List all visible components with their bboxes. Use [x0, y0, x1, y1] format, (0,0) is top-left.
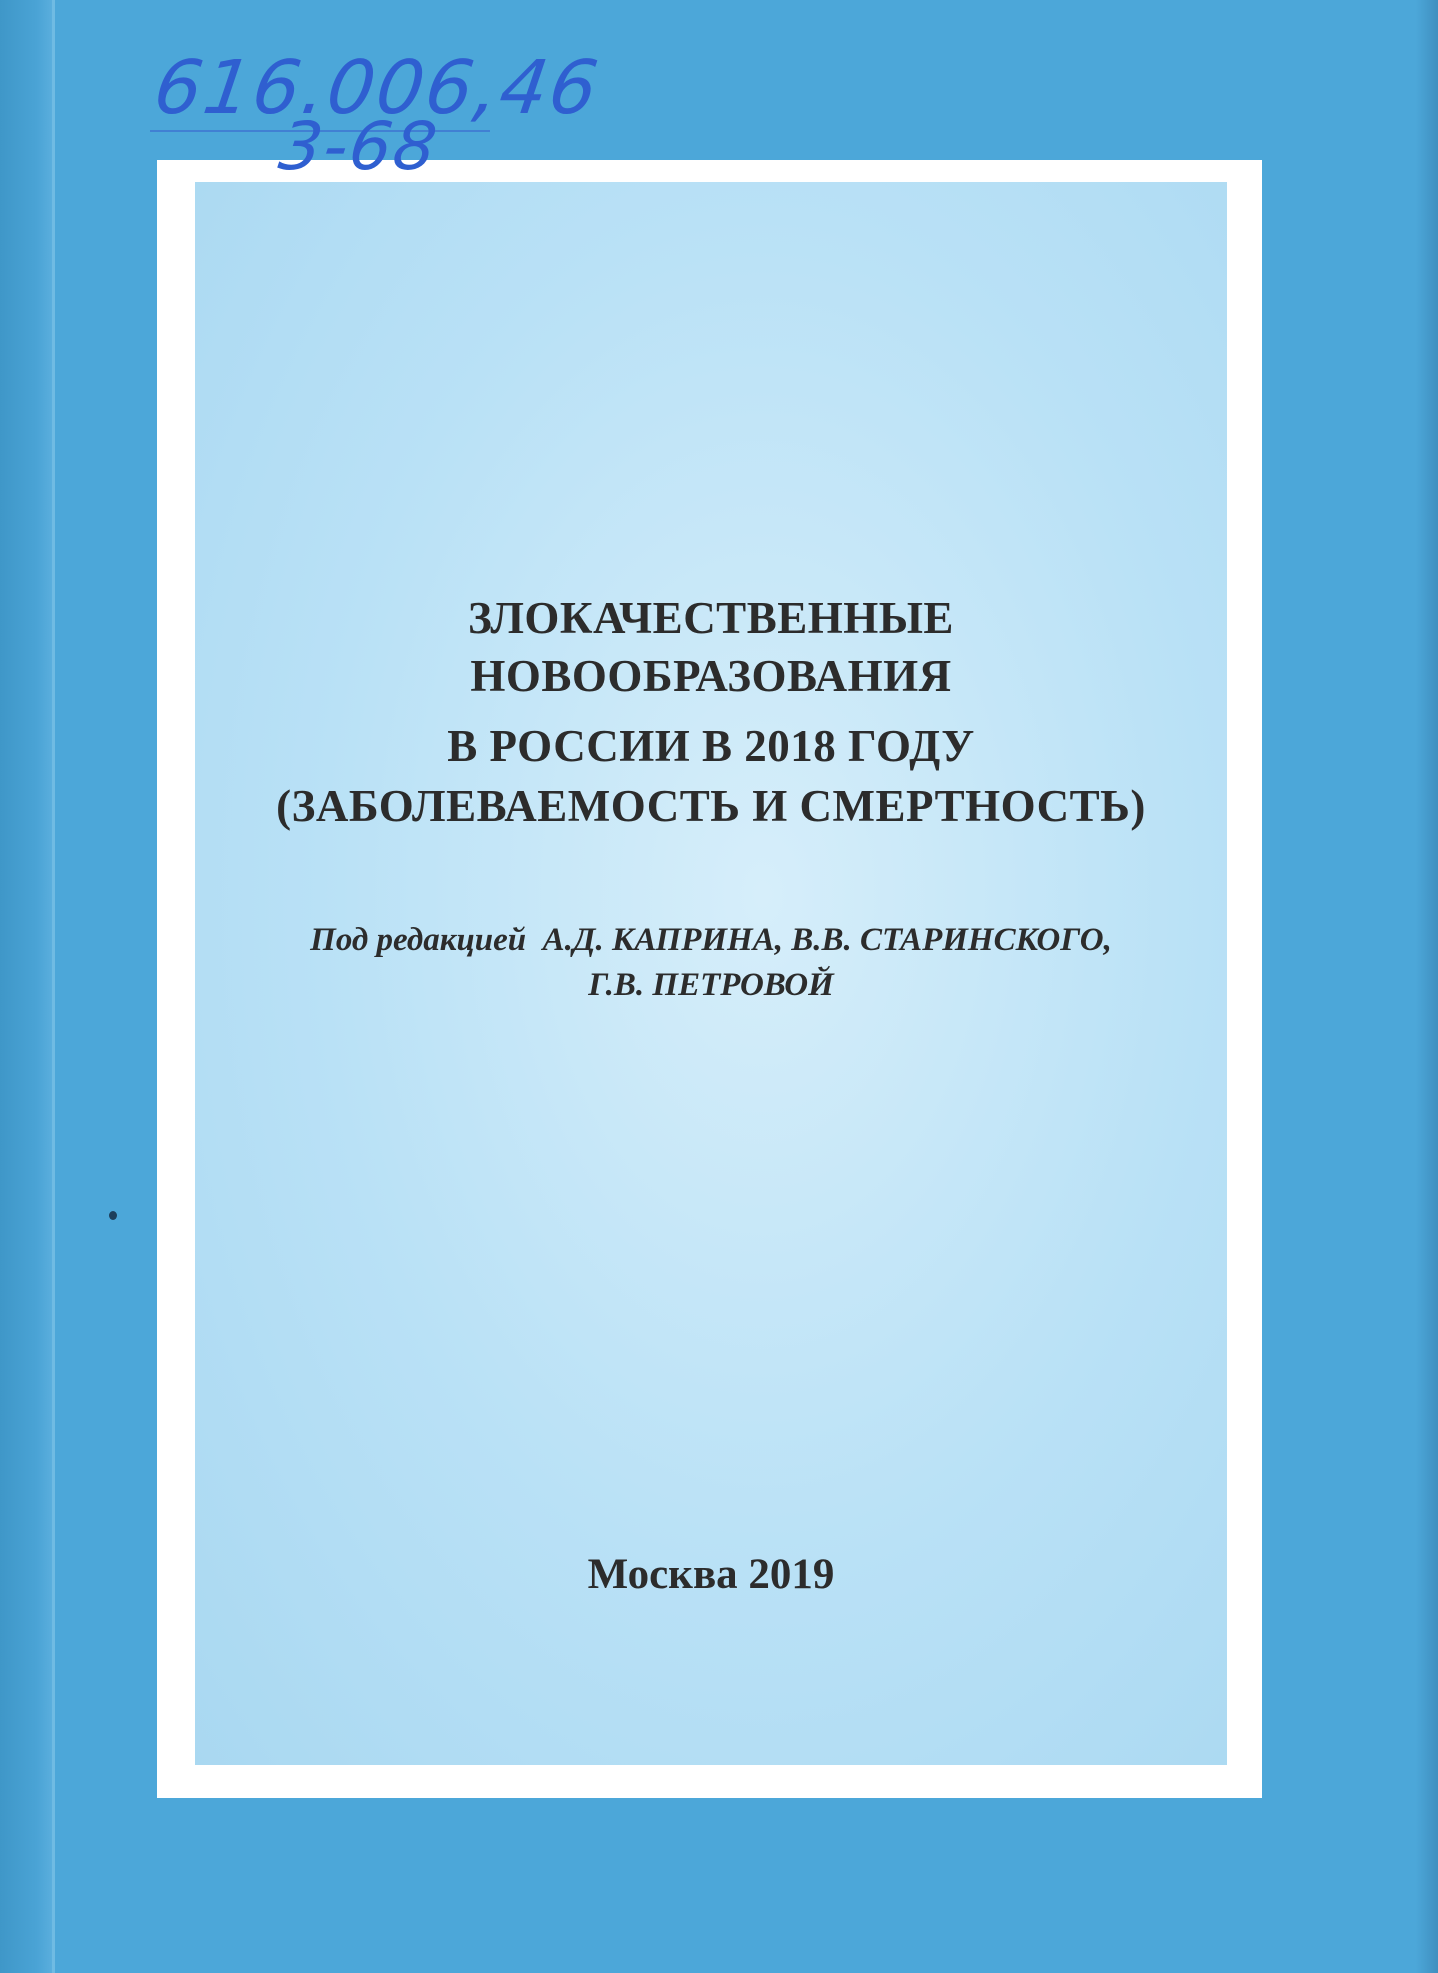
- cover-right-edge: [1416, 0, 1438, 1973]
- editors-line-2: Г.В. ПЕТРОВОЙ: [588, 967, 834, 1003]
- title-line-3: В РОССИИ В 2018 ГОДУ: [447, 721, 975, 771]
- imprint-city-year: Москва 2019: [587, 1551, 835, 1598]
- book-spine: [0, 0, 52, 1973]
- call-number-line-2: 3-68: [274, 108, 444, 185]
- cover-speck: [109, 1211, 117, 1220]
- title-line-4: (ЗАБОЛЕВАЕМОСТЬ И СМЕРТНОСТЬ): [276, 781, 1146, 831]
- editors-line-1: Под редакцией А.Д. КАПРИНА, В.В. СТАРИНСКОГО,: [310, 922, 1112, 958]
- title-line-2: НОВООБРАЗОВАНИЯ: [470, 651, 952, 701]
- spine-edge: [52, 0, 55, 1973]
- title-panel: [195, 182, 1227, 1765]
- title-line-1: ЗЛОКАЧЕСТВЕННЫЕ: [468, 593, 954, 643]
- call-number-line-1: 616.006,46: [148, 45, 605, 131]
